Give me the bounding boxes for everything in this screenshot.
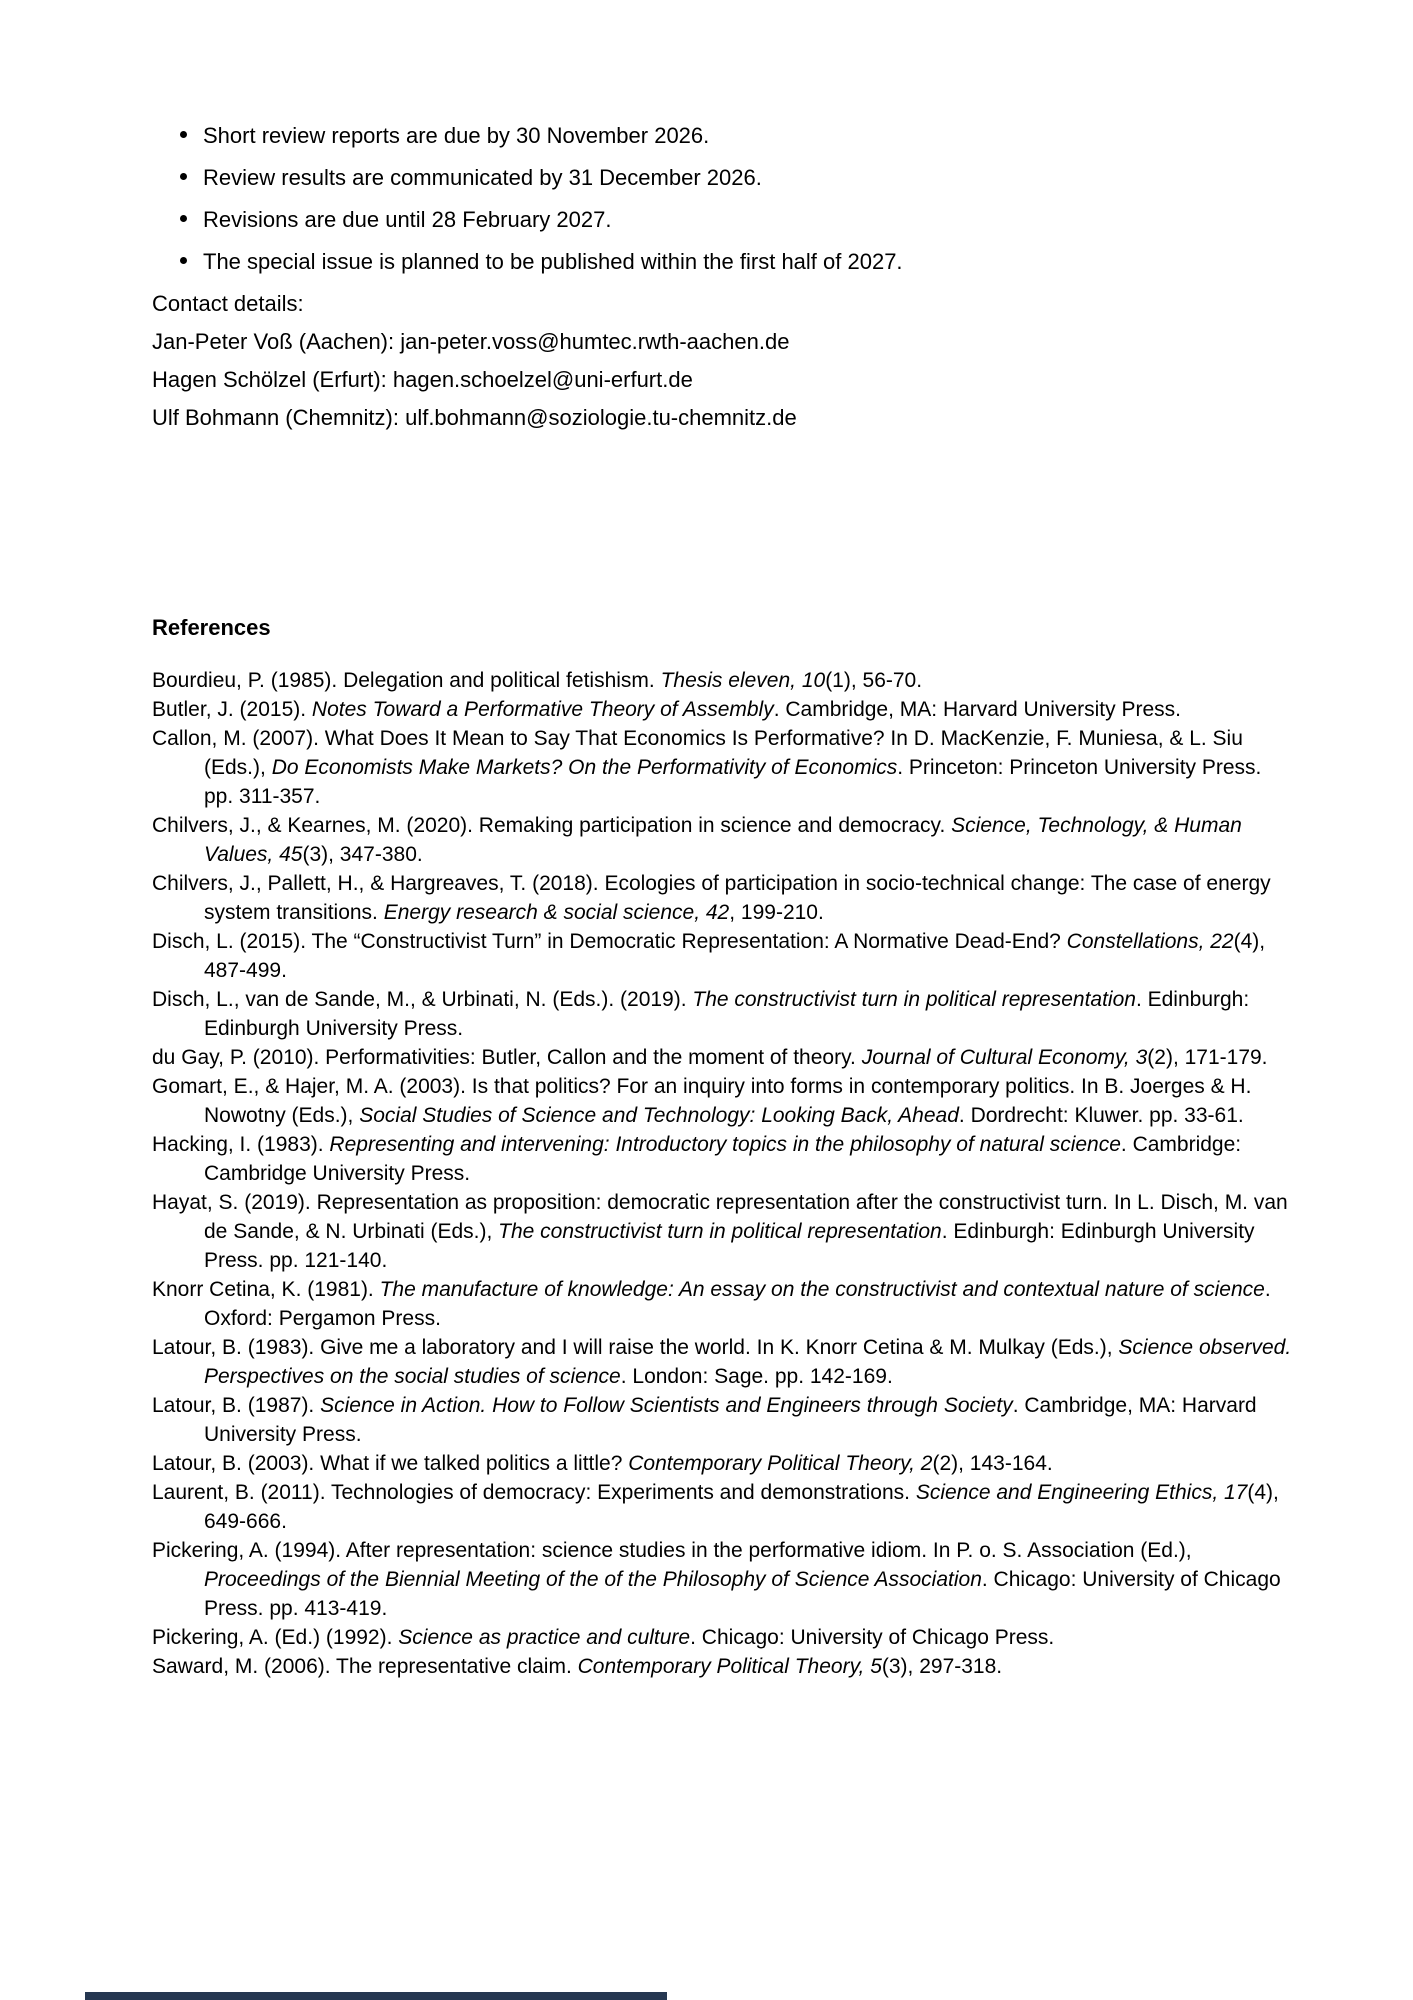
bullet-item: [152, 164, 1292, 191]
reference-entry: [152, 666, 1292, 695]
reference-entry: [152, 869, 1292, 927]
reference-text: . Chicago: University of Chicago Press.: [690, 1626, 1055, 1649]
bullet-icon: [180, 215, 187, 222]
reference-list: [152, 666, 1292, 1681]
reference-text: Chilvers, J., & Kearnes, M. (2020). Remaking participation in science and democracy.: [152, 814, 952, 837]
bullet-item-text: Revisions are due until 28 February 2027.: [203, 207, 612, 232]
reference-text: Chilvers, J., Pallett, H., & Hargreaves, T. (2018). Ecologies of participation in socio-technical change: The case of energy system transitions.: [152, 872, 1271, 924]
page-content: [152, 122, 1292, 1681]
reference-entry: [152, 724, 1292, 811]
bullet-item: [152, 248, 1292, 275]
reference-text: Hayat, S. (2019). Representation as proposition: democratic representation after the constructivist turn. In L. Disch, M. van de Sande, & N. Urbinati (Eds.),: [152, 1191, 1288, 1243]
reference-text: . Oxford: Pergamon Press.: [204, 1278, 1271, 1330]
reference-text: Pickering, A. (1994). After representation: science studies in the performative idiom. In P. o. S. Association (Ed.),: [152, 1539, 1192, 1562]
reference-title-italic: Proceedings of the Biennial Meeting of the of the Philosophy of Science Association: [204, 1568, 982, 1591]
reference-entry: [152, 927, 1292, 985]
reference-title-italic: Science, Technology, & Human Values, 45: [204, 814, 1242, 866]
reference-text: Disch, L., van de Sande, M., & Urbinati, N. (Eds.). (2019).: [152, 988, 693, 1011]
reference-entry: [152, 1536, 1292, 1623]
bullet-item-text: Short review reports are due by 30 November 2026.: [203, 123, 710, 148]
reference-text: (2), 143-164.: [932, 1452, 1053, 1475]
reference-text: Saward, M. (2006). The representative claim.: [152, 1655, 578, 1678]
bottom-bar: [85, 1992, 667, 2000]
bullet-item-text: The special issue is planned to be published within the first half of 2027.: [203, 249, 903, 274]
reference-entry: [152, 1043, 1292, 1072]
reference-text: . Dordrecht: Kluwer. pp. 33-61.: [958, 1104, 1244, 1127]
reference-title-italic: The constructivist turn in political representation: [498, 1220, 942, 1243]
reference-entry: [152, 1333, 1292, 1391]
references-heading: References: [152, 615, 271, 640]
contact-heading: Contact details:: [152, 291, 304, 316]
reference-text: (3), 347-380.: [302, 843, 423, 866]
bullet-icon: [180, 257, 187, 264]
reference-title-italic: Science observed. Perspectives on the social studies of science: [204, 1336, 1292, 1388]
reference-text: . London: Sage. pp. 142-169.: [620, 1365, 893, 1388]
reference-title-italic: Science in Action. How to Follow Scientists and Engineers through Society: [320, 1394, 1013, 1417]
reference-text: . Princeton: Princeton University Press. pp. 311-357.: [204, 756, 1262, 808]
reference-text: (3), 297-318.: [881, 1655, 1003, 1678]
reference-title-italic: Science as practice and culture: [398, 1626, 691, 1649]
reference-entry: [152, 1072, 1292, 1130]
reference-text: . Cambridge, MA: Harvard University Press.: [773, 698, 1181, 721]
reference-entry: [152, 1130, 1292, 1188]
reference-text: Latour, B. (1983). Give me a laboratory and I will raise the world. In K. Knorr Cetina & M. Mulkay (Eds.),: [152, 1336, 1119, 1359]
reference-text: (1), 56-70.: [825, 669, 923, 692]
reference-text: (4), 487-499.: [204, 930, 1266, 982]
reference-text: Callon, M. (2007). What Does It Mean to Say That Economics Is Performative? In D. MacKenzie, F. Muniesa, & L. Siu (Eds.),: [152, 727, 1243, 779]
reference-title-italic: Science and Engineering Ethics, 17: [915, 1481, 1248, 1504]
reference-entry: [152, 1188, 1292, 1275]
reference-entry: [152, 1478, 1292, 1536]
reference-title-italic: Energy research & social science, 42: [383, 901, 730, 924]
bullet-icon: [180, 173, 187, 180]
reference-entry: [152, 1449, 1292, 1478]
reference-text: Knorr Cetina, K. (1981).: [152, 1278, 380, 1301]
reference-text: Latour, B. (2003). What if we talked politics a little?: [152, 1452, 629, 1475]
reference-title-italic: The manufacture of knowledge: An essay on the constructivist and contextual nature of science: [379, 1278, 1265, 1301]
reference-text: . Cambridge, MA: Harvard University Press.: [204, 1394, 1257, 1446]
bullet-item: [152, 206, 1292, 233]
reference-entry: [152, 1623, 1292, 1652]
reference-text: Laurent, B. (2011). Technologies of democracy: Experiments and demonstrations.: [152, 1481, 916, 1504]
reference-text: Pickering, A. (Ed.) (1992).: [152, 1626, 399, 1649]
bullet-icon: [180, 131, 187, 138]
bullet-list: [152, 122, 1292, 275]
reference-title-italic: Journal of Cultural Economy, 3: [861, 1046, 1148, 1069]
contact-line-bohmann: Ulf Bohmann (Chemnitz): ulf.bohmann@soziologie.tu-chemnitz.de: [152, 405, 797, 430]
reference-title-italic: Do Economists Make Markets? On the Performativity of Economics: [271, 756, 898, 779]
reference-text: (2), 171-179.: [1147, 1046, 1268, 1069]
reference-title-italic: Contemporary Political Theory, 2: [628, 1452, 933, 1475]
bullet-item-text: Review results are communicated by 31 December 2026.: [203, 165, 762, 190]
contact-line-schoelzel: Hagen Schölzel (Erfurt): hagen.schoelzel@uni-erfurt.de: [152, 367, 693, 392]
reference-entry: [152, 811, 1292, 869]
reference-title-italic: Notes Toward a Performative Theory of Assembly: [311, 698, 774, 721]
reference-text: . Chicago: University of Chicago Press. pp. 413-419.: [204, 1568, 1281, 1620]
reference-text: Disch, L. (2015). The “Constructivist Turn” in Democratic Representation: A Normative Dead-End?: [152, 930, 1067, 953]
reference-entry: [152, 1275, 1292, 1333]
reference-text: Butler, J. (2015).: [152, 698, 312, 721]
contact-line-voss: Jan-Peter Voß (Aachen): jan-peter.voss@humtec.rwth-aachen.de: [152, 329, 790, 354]
reference-title-italic: Contemporary Political Theory, 5: [577, 1655, 882, 1678]
bullet-item: [152, 122, 1292, 149]
reference-text: du Gay, P. (2010). Performativities: Butler, Callon and the moment of theory.: [152, 1046, 862, 1069]
reference-title-italic: Constellations, 22: [1066, 930, 1234, 953]
reference-entry: [152, 1391, 1292, 1449]
reference-text: . Edinburgh: Edinburgh University Press. pp. 121-140.: [204, 1220, 1255, 1272]
reference-text: Latour, B. (1987).: [152, 1394, 321, 1417]
reference-title-italic: Thesis eleven, 10: [660, 669, 826, 692]
reference-text: . Cambridge: Cambridge University Press.: [204, 1133, 1242, 1185]
reference-text: Hacking, I. (1983).: [152, 1133, 330, 1156]
reference-entry: [152, 695, 1292, 724]
reference-title-italic: The constructivist turn in political representation: [692, 988, 1136, 1011]
reference-entry: [152, 985, 1292, 1043]
reference-title-italic: Representing and intervening: Introductory topics in the philosophy of natural science: [329, 1133, 1121, 1156]
reference-text: , 199-210.: [729, 901, 824, 924]
reference-text: Bourdieu, P. (1985). Delegation and political fetishism.: [152, 669, 661, 692]
reference-text: . Edinburgh: Edinburgh University Press.: [204, 988, 1250, 1040]
reference-title-italic: Social Studies of Science and Technology: Looking Back, Ahead: [359, 1104, 959, 1127]
reference-text: (4), 649-666.: [204, 1481, 1279, 1533]
reference-entry: [152, 1652, 1292, 1681]
reference-text: Gomart, E., & Hajer, M. A. (2003). Is that politics? For an inquiry into forms in contemporary politics. In B. Joerges & H. Nowotny (Eds.),: [152, 1075, 1252, 1127]
